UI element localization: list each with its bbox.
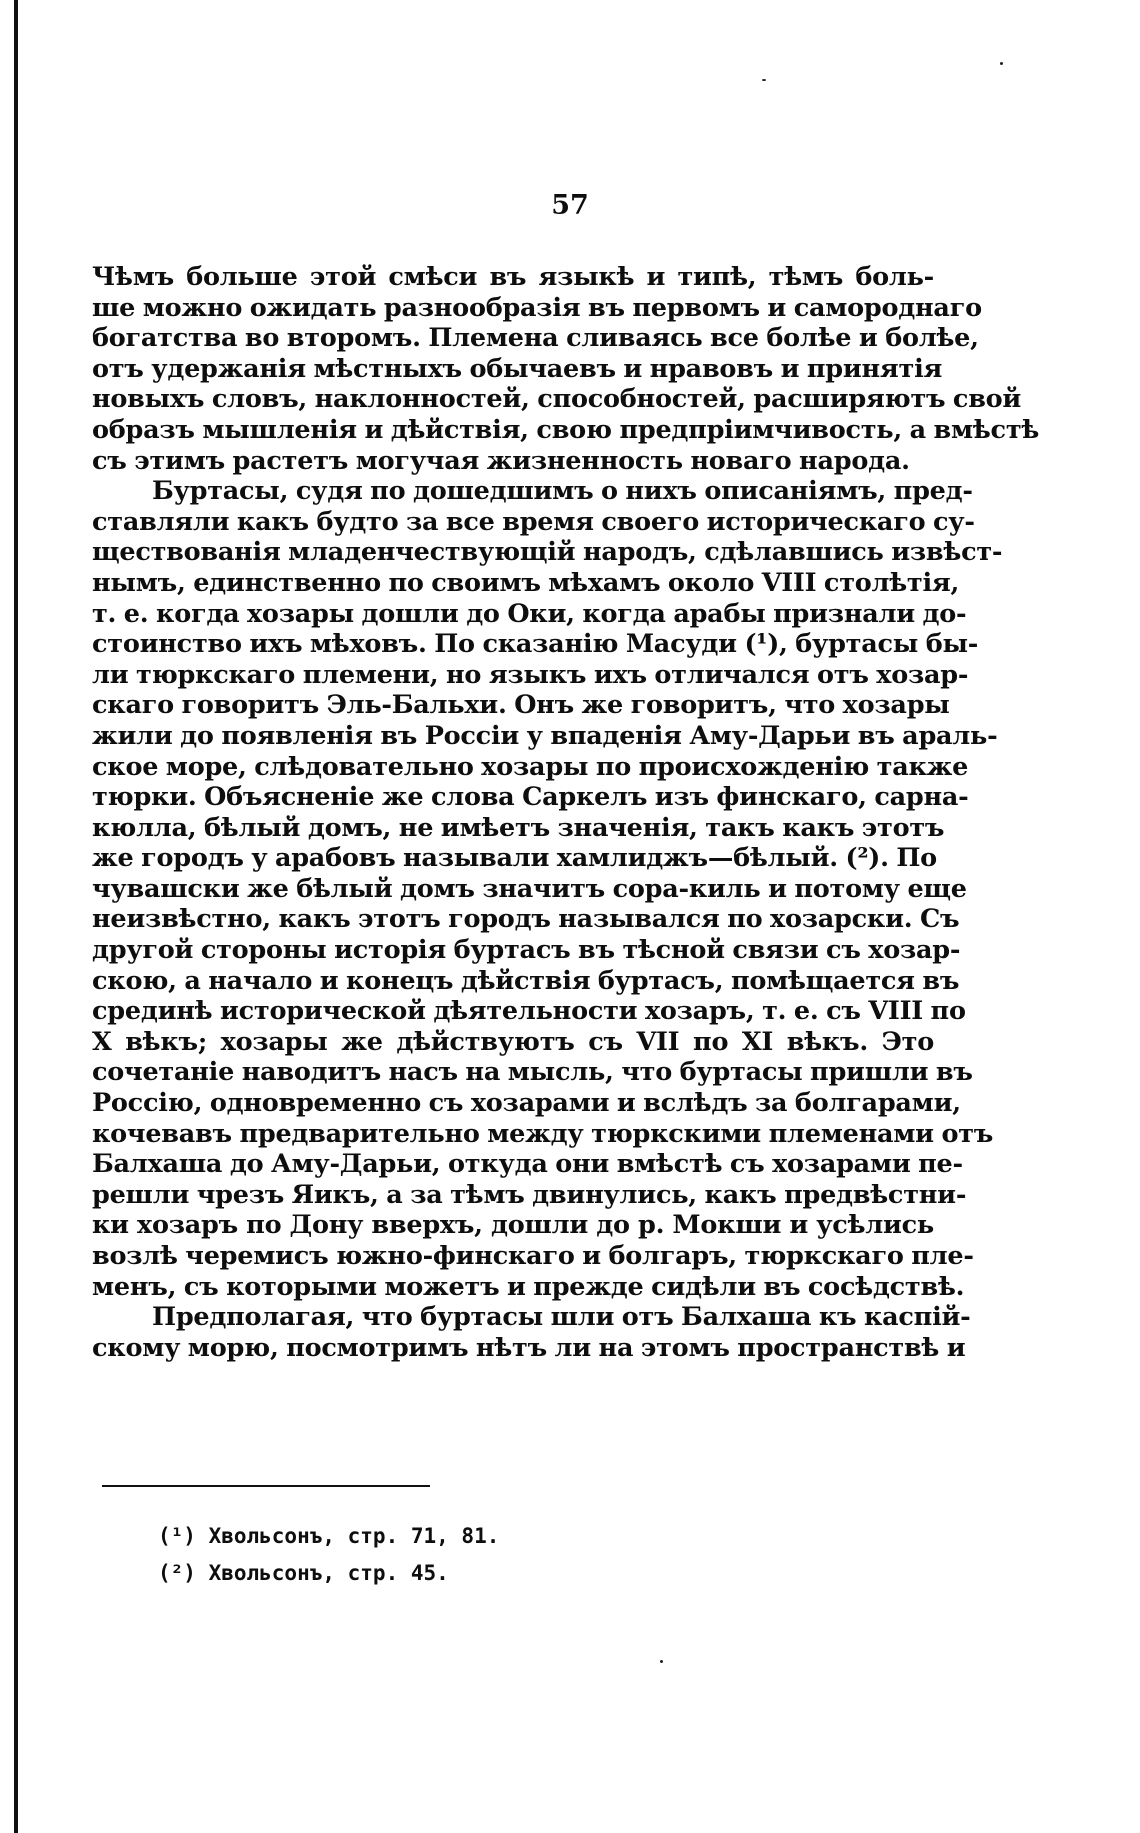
footnote-2: (²) Хвольсонъ, стр. 45. [158, 1561, 449, 1585]
text-line: съ этимъ растетъ могучая жизненность новаго народа. [92, 445, 910, 476]
text-line: отъ удержанія мѣстныхъ обычаевъ и нравовъ и принятія [92, 353, 943, 384]
text-line: ки хозаръ по Дону вверхъ, дошли до р. Мокши и усѣлись [92, 1210, 934, 1241]
page-number: 57 [551, 190, 589, 221]
text-line: Балхаша до Аму-Дарьи, откуда они вмѣстѣ съ хозарами пе- [92, 1149, 963, 1180]
text-line: тюрки. Объясненіе же слова Саркелъ изъ финскаго, сарна- [92, 782, 969, 813]
text-line: чувашски же бѣлый домъ значитъ сора-киль и потому еще [92, 873, 967, 904]
text-line: Буртасы, судя по дошедшимъ о нихъ описаніямъ, пред- [152, 476, 973, 507]
text-line: богатства во второмъ. Племена сливаясь все болѣе и болѣе, [92, 323, 979, 354]
text-line: срединѣ исторической дѣятельности хозаръ, т. е. съ VIII по [92, 996, 966, 1027]
scan-speck [1000, 62, 1003, 65]
text-line: ше можно ожидать разнообразія въ первомъ и самороднаго [92, 292, 982, 323]
scan-speck [762, 79, 766, 81]
text-line: скою, а начало и конецъ дѣйствія буртасъ, помѣщается въ [92, 965, 960, 996]
text-line: возлѣ черемисъ южно-финскаго и болгаръ, тюркскаго пле- [92, 1241, 974, 1271]
text-line: же городъ у арабовъ называли хамлиджъ—бѣлый. (²). По [92, 843, 937, 874]
text-line: ское море, слѣдовательно хозары по происхожденію также [92, 751, 969, 782]
footnote-rule [102, 1485, 430, 1487]
text-line: решли чрезъ Яикъ, а за тѣмъ двинулись, какъ предвѣстни- [92, 1179, 967, 1210]
body-text [92, 262, 1040, 1363]
scan-speck [660, 1660, 663, 1663]
text-line: новыхъ словъ, наклонностей, способностей, расширяютъ свой [92, 384, 1022, 415]
text-line: образъ мышленія и дѣйствія, свою предпріимчивость, а вмѣстѣ [92, 414, 1040, 445]
text-line: нымъ, единственно по своимъ мѣхамъ около VIII столѣтія, [92, 567, 960, 598]
text-line: скаго говоритъ Эль-Бальхи. Онъ же говоритъ, что хозары [92, 690, 950, 721]
text-line: Россію, одновременно съ хозарами и вслѣдъ за болгарами, [92, 1088, 961, 1119]
footnote-1: (¹) Хвольсонъ, стр. 71, 81. [158, 1524, 500, 1548]
text-line: жили до появленія въ Россіи у впаденія Аму-Дарьи въ араль- [92, 720, 998, 751]
footnotes [158, 1518, 758, 1592]
text-line: кюлла, бѣлый домъ, не имѣетъ значенія, такъ какъ этотъ [92, 812, 945, 843]
text-line: сочетаніе наводитъ насъ на мысль, что буртасы пришли въ [92, 1057, 973, 1088]
text-line: скому морю, посмотримъ нѣтъ ли на этомъ пространствѣ и [92, 1332, 966, 1363]
text-line: т. е. когда хозары дошли до Оки, когда арабы признали до- [92, 598, 967, 629]
text-line: Чѣмъ больше этой смѣси въ языкѣ и типѣ, тѣмъ боль- [92, 262, 934, 292]
text-line: стоинство ихъ мѣховъ. По сказанію Масуди (¹), буртасы бы- [92, 629, 979, 660]
text-line: X вѣкъ; хозары же дѣйствуютъ съ VII по XI вѣкъ. Это [92, 1026, 934, 1057]
text-line: ли тюркскаго племени, но языкъ ихъ отличался отъ хозар- [92, 659, 969, 690]
scan-left-edge [14, 0, 18, 1833]
text-line: ставляли какъ будто за все время своего историческаго су- [92, 506, 975, 537]
text-line: ществованія младенчествующій народъ, сдѣлавшись извѣст- [92, 537, 1003, 568]
text-line: менъ, съ которыми можетъ и прежде сидѣли въ сосѣдствѣ. [92, 1271, 965, 1302]
text-line: неизвѣстно, какъ этотъ городъ назывался по хозарски. Съ [92, 904, 960, 935]
text-line: Предполагая, что буртасы шли отъ Балхаша къ каспій- [152, 1302, 971, 1333]
text-line: другой стороны исторія буртасъ въ тѣсной связи съ хозар- [92, 935, 961, 966]
text-line: кочевавъ предварительно между тюркскими племенами отъ [92, 1118, 994, 1149]
